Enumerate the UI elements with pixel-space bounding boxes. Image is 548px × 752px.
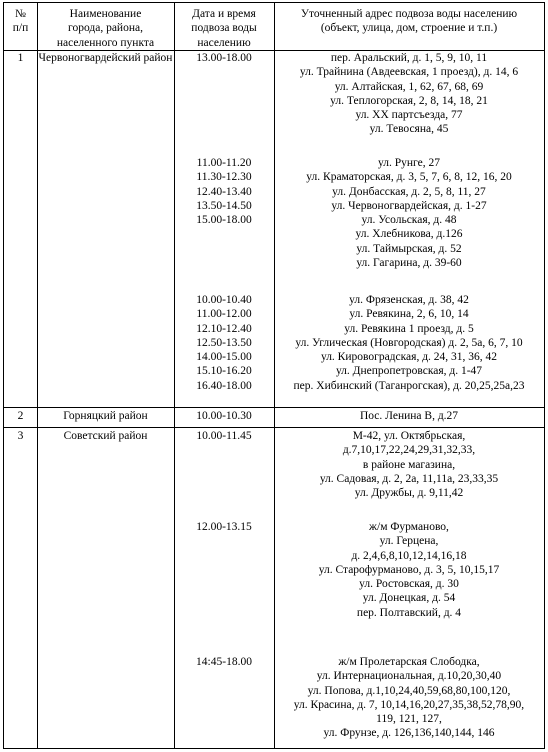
district-name xyxy=(37,51,174,65)
text-line: 10.00-10.40 xyxy=(196,294,252,306)
address-block xyxy=(274,655,544,741)
text-line: 119, 121, 127, xyxy=(376,713,442,726)
text-line: ул. Кировоградская, д. 24, 31, 36, 42 xyxy=(320,351,498,364)
text-line: 14:45-18.00 xyxy=(196,656,252,668)
text-line: ул. Таймырская, д. 52 xyxy=(356,242,462,255)
text-line: ул. Красина, д. 7, 10,14,16,20,27,35,38,52,78,90, xyxy=(293,698,525,711)
text-line: 11.00-12.00 xyxy=(196,308,252,321)
text-line: в районе магазина, xyxy=(362,458,456,471)
text-line: ул. Червоногвардейская, д. 1-27 xyxy=(331,199,487,212)
time-block xyxy=(174,409,274,423)
text-line: ул. Герцена, xyxy=(379,535,439,548)
time-block xyxy=(174,429,274,443)
text-line: ул. Ревякина 1 проезд, д. 5 xyxy=(344,322,474,335)
text-line: 10.00-10.30 xyxy=(196,410,252,422)
text-line: ул. Теплогорская, 2, 8, 14, 18, 21 xyxy=(330,94,488,107)
text-line: Горняцкий район xyxy=(63,410,148,422)
text-line: ул. Хлебникова, д.126 xyxy=(355,228,463,241)
row-number xyxy=(4,429,37,443)
text-line: 11.30-12.30 xyxy=(196,171,252,184)
address-block xyxy=(274,293,544,393)
text-line: 14.00-15.00 xyxy=(196,351,252,364)
header-name-line: Наименование xyxy=(69,8,142,20)
text-line: пер. Аральский, д. 1, 5, 9, 10, 11 xyxy=(330,52,488,64)
text-line: Червоногвардейский район xyxy=(38,52,173,64)
text-line: ул. Краматорская, д. 3, 5, 7, 6, 8, 12, 16, 20 xyxy=(306,171,512,184)
text-line: 12.10-12.40 xyxy=(196,322,252,335)
header-time-line: Дата и время xyxy=(192,8,256,20)
text-line: Советский район xyxy=(63,430,148,442)
text-line: ул. Углическая (Новгородская) д. 2, 5а, 6, 7, 10 xyxy=(295,336,523,349)
header-num-line: п/п xyxy=(12,22,29,35)
text-line: 12.50-13.50 xyxy=(196,336,252,349)
header-name xyxy=(37,7,174,50)
text-line: ул. Рунге, 27 xyxy=(378,157,440,169)
header-address xyxy=(274,7,544,36)
text-line: 11.00-11.20 xyxy=(196,157,252,169)
address-block xyxy=(274,156,544,270)
text-line: ул. Дружбы, д. 9,11,42 xyxy=(354,487,464,500)
text-line: ул. Ростовская, д. 30 xyxy=(359,578,459,591)
text-line: ул. ХХ партсъезда, 77 xyxy=(355,109,463,122)
header-time-line: подвоза воды xyxy=(191,22,257,35)
header-address-line: (объект, улица, дом, строение и т.п.) xyxy=(320,22,498,35)
water-schedule-table xyxy=(3,2,545,749)
text-line: ул. Интернациональная, д.10,20,30,40 xyxy=(316,670,502,683)
address-block xyxy=(274,429,544,500)
text-line: пер. Полтавский, д. 4 xyxy=(356,606,462,619)
text-line: ул. Алтайская, 1, 62, 67, 68, 69 xyxy=(334,80,484,93)
header-name-line: города, района, xyxy=(68,22,143,35)
text-line: 12.00-13.15 xyxy=(196,521,252,533)
text-line: ул. Садовая, д. 2, 2а, 11,11а, 23,33,35 xyxy=(319,472,499,485)
text-line: 13.00-18.00 xyxy=(196,52,252,64)
header-time-line: населению xyxy=(197,36,251,49)
row-divider xyxy=(4,407,544,408)
text-line: 2 xyxy=(17,410,24,422)
text-line: 10.00-11.45 xyxy=(196,430,252,442)
column-divider xyxy=(37,3,38,748)
text-line: пер. Хибинский (Таганрогская), д. 20,25,25а,23 xyxy=(293,379,525,392)
text-line: ул. Гагарина, д. 39-60 xyxy=(356,257,462,270)
text-line: ул. Фрязенская, д. 38, 42 xyxy=(349,294,469,306)
text-line: ж/м Фурманово, xyxy=(369,521,449,533)
time-block xyxy=(174,51,274,65)
header-num-line: № xyxy=(15,8,26,20)
text-line: Пос. Ленина В, д.27 xyxy=(359,410,459,422)
text-line: д. 2,4,6,8,10,12,14,16,18 xyxy=(351,549,467,562)
text-line: ул. Днепропетровская, д. 1-47 xyxy=(335,365,483,378)
text-line: ул. Старофурманово, д. 3, 5, 10,15,17 xyxy=(318,563,500,576)
district-name xyxy=(37,409,174,423)
text-line: д.7,10,17,22,24,29,31,32,33, xyxy=(342,444,476,457)
district-name xyxy=(37,429,174,443)
text-line: ул. Усольская, д. 48 xyxy=(361,214,457,227)
text-line: ул. Донбасская, д. 2, 5, 8, 11, 27 xyxy=(332,185,486,198)
text-line: ул. Трайнина (Авдеевская, 1 проезд), д. 14, 6 xyxy=(299,66,519,79)
text-line: ж/м Пролетарская Слободка, xyxy=(338,656,480,668)
header-num xyxy=(4,7,37,36)
header-address-line: Уточненный адрес подвоза воды населению xyxy=(300,8,518,20)
header-time xyxy=(174,7,274,50)
text-line: 1 xyxy=(17,52,24,64)
time-block xyxy=(174,655,274,669)
text-line: 15.10-16.20 xyxy=(196,365,252,378)
text-line: ул. Донецкая, д. 54 xyxy=(362,592,456,605)
address-block xyxy=(274,520,544,620)
address-block xyxy=(274,409,544,423)
text-line: М-42, ул. Октябрьская, xyxy=(352,430,466,442)
text-line: 12.40-13.40 xyxy=(196,185,252,198)
row-number xyxy=(4,51,37,65)
text-line: ул. Попова, д.1,10,24,40,59,68,80,100,120, xyxy=(307,684,511,697)
text-line: 15.00-18.00 xyxy=(196,214,252,227)
text-line: 13.50-14.50 xyxy=(196,199,252,212)
address-block xyxy=(274,51,544,137)
text-line: ул. Ревякина, 2, 6, 10, 14 xyxy=(349,308,469,321)
text-line: 16.40-18.00 xyxy=(196,379,252,392)
time-block xyxy=(174,520,274,534)
row-number xyxy=(4,409,37,423)
row-divider xyxy=(4,427,544,428)
time-block xyxy=(174,156,274,227)
text-line: ул. Тевосяна, 45 xyxy=(369,123,449,136)
time-block xyxy=(174,293,274,393)
header-name-line: населенного пункта xyxy=(56,36,155,49)
text-line: ул. Фрунзе, д. 126,136,140,144, 146 xyxy=(323,727,495,740)
text-line: 3 xyxy=(17,430,24,442)
